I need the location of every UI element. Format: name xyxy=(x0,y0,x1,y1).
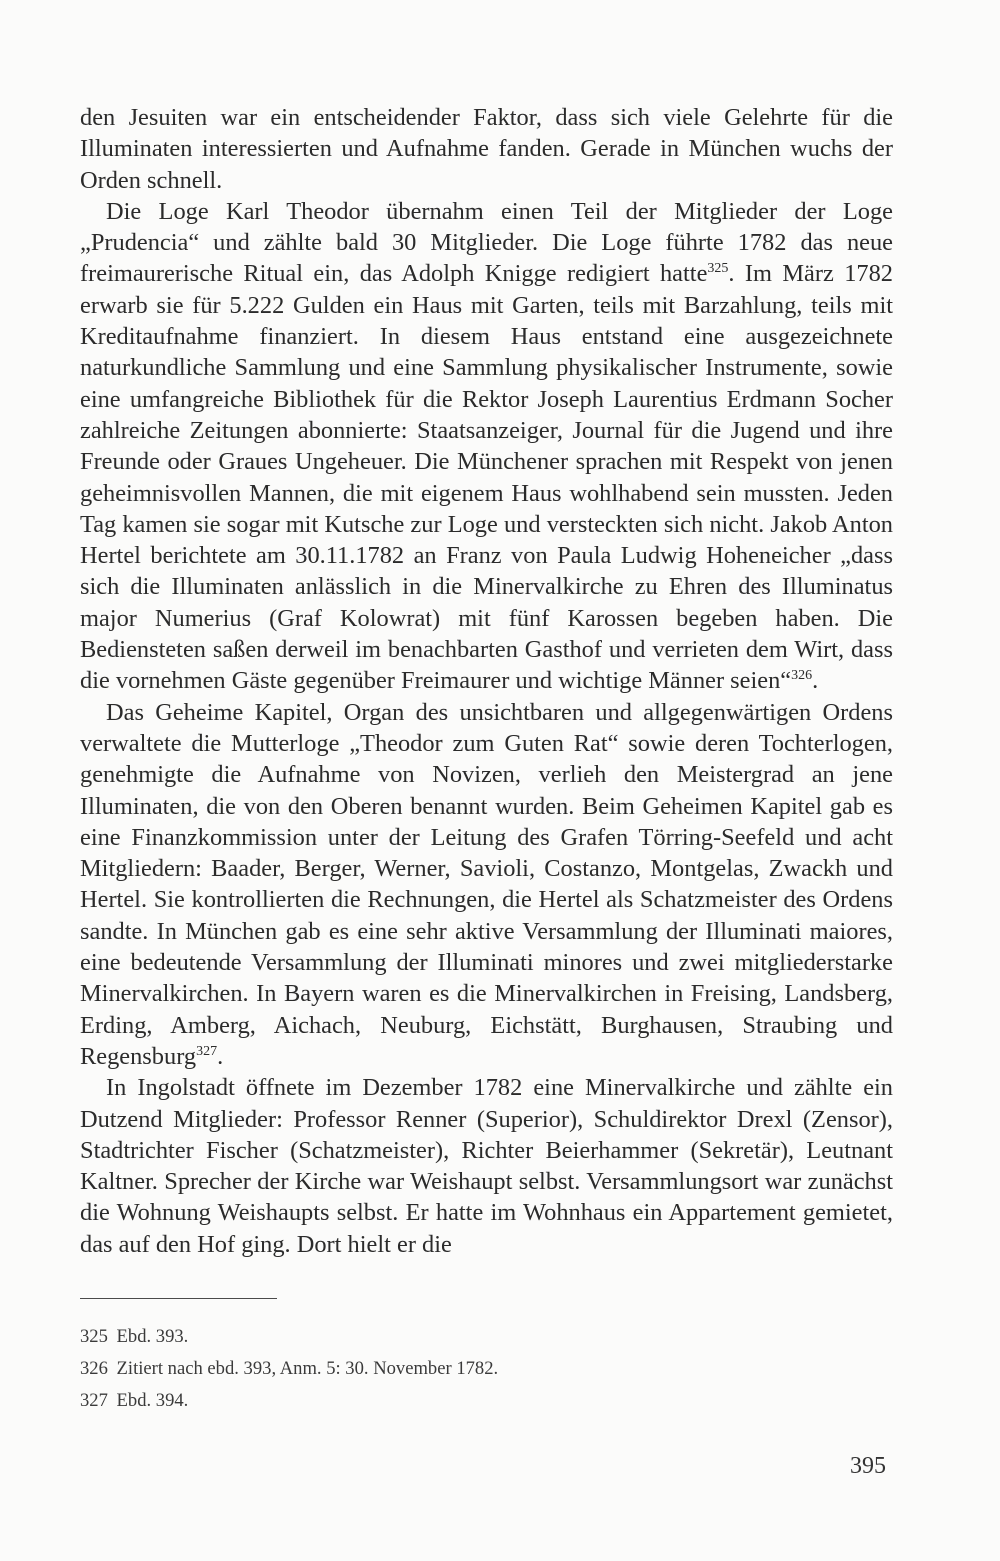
text-segment: Das Geheime Kapitel, Organ des unsichtbaren und allgegenwärtigen Ordens verwaltete die Mutterloge „Theodor zum Guten Rat“ sowie deren Tochterlogen, genehmigte die Aufnahme von Novizen, verlieh den Meistergrad an jene Illuminaten, die von den Oberen benannt wurden. Beim Geheimen Kapitel gab es eine Finanzkommission unter der Leitung des Grafen Törring-Seefeld und acht Mitgliedern: Baader, Berger, Werner, Savioli, Costanzo, Montgelas, Zwackh und Hertel. Sie kontrollierten die Rechnungen, die Hertel als Schatzmeister des Ordens sandte. In München gab es eine sehr aktive Versammlung der Illuminati maiores, eine bedeutende Versammlung der Illuminati minores und zwei mitgliederstarke Minervalkirchen. In Bayern waren es die Minervalkirchen in Freising, Landsberg, Erding, Amberg, Aichach, Neuburg, Eichstätt, Burghausen, Straubing und Regensburg xyxy=(80,698,893,1070)
text-segment: . xyxy=(812,667,819,695)
text-segment: den Jesuiten war ein entscheidender Faktor, dass sich viele Gelehrte für die Illuminaten interessierten und Aufnahme fanden. Gerade in München wuchs der Orden schnell. xyxy=(80,104,893,194)
footnote xyxy=(80,1385,893,1417)
text-segment: In Ingolstadt öffnete im Dezember 1782 eine Minervalkirche und zählte ein Dutzend Mitglieder: Professor Renner (Superior), Schuldirektor Drexl (Zensor), Stadtrichter Fischer (Schatzmeister), Richter Beierhammer (Sekretär), Leutnant Kaltner. Sprecher der Kirche war Weishaupt selbst. Versammlungsort war zunächst die Wohnung Weishaupts selbst. Er hatte im Wohnhaus ein Appartement gemietet, das auf den Hof ging. Dort hielt er die xyxy=(80,1074,893,1258)
footnote-number: 327 xyxy=(80,1390,108,1411)
footnotes xyxy=(80,1321,893,1417)
text-segment: . Im März 1782 erwarb sie für 5.222 Gulden ein Haus mit Garten, teils mit Barzahlung, teils mit Kreditaufnahme finanziert. In diesem Haus entstand eine ausgezeichnete naturkundliche Sammlung und eine Sammlung physikalischer Instrumente, sowie eine umfangreiche Bibliothek für die Rektor Joseph Laurentius Erdmann Socher zahlreiche Zeitungen abonnierte: Staatsanzeiger, Journal für die Jugend und ihre Freunde oder Graues Ungeheuer. Die Münchener sprachen mit Respekt von jenen geheimnisvollen Mannen, die mit eigenem Haus wohlhabend sein mussten. Jeden Tag kamen sie sogar mit Kutsche zur Loge und versteckten sich nicht. Jakob Anton Hertel berichtete am 30.11.1782 an Franz von Paula Ludwig Hoheneicher „dass sich die Illuminaten anlässlich in die Minervalkirche zu Ehren des Illuminatus major Numerius (Graf Kolowrat) mit fünf Karossen begeben haben. Die Bediensteten saßen derweil im benachbarten Gasthof und verrieten dem Wirt, dass die vornehmen Gäste gegenüber Freimaurer und wichtige Männer seien“ xyxy=(80,260,893,695)
text-segment: . xyxy=(217,1042,224,1070)
paragraph xyxy=(80,102,893,196)
footnote-number: 326 xyxy=(80,1358,108,1379)
main-text xyxy=(80,102,893,1260)
footnote xyxy=(80,1321,893,1353)
paragraph xyxy=(80,697,893,1073)
page-number: 395 xyxy=(850,1453,886,1479)
footnote-text: Ebd. 394. xyxy=(116,1390,189,1411)
footnote-reference: 327 xyxy=(196,1043,218,1059)
footnote xyxy=(80,1353,893,1385)
footnote-separator xyxy=(80,1298,277,1299)
footnote-reference: 325 xyxy=(707,261,729,277)
footnote-reference: 326 xyxy=(791,668,813,684)
text-segment: Die Loge Karl Theodor übernahm einen Teil der Mitglieder der Loge „Prudencia“ und zählte bald 30 Mitglieder. Die Loge führte 1782 das neue freimaurerische Ritual ein, das Adolph Knigge redigiert hatte xyxy=(80,197,893,288)
paragraph xyxy=(80,196,893,697)
footnote-text: Zitiert nach ebd. 393, Anm. 5: 30. November 1782. xyxy=(116,1358,499,1379)
footnote-text: Ebd. 393. xyxy=(116,1326,189,1347)
footnote-number: 325 xyxy=(80,1326,108,1347)
paragraph xyxy=(80,1072,893,1260)
